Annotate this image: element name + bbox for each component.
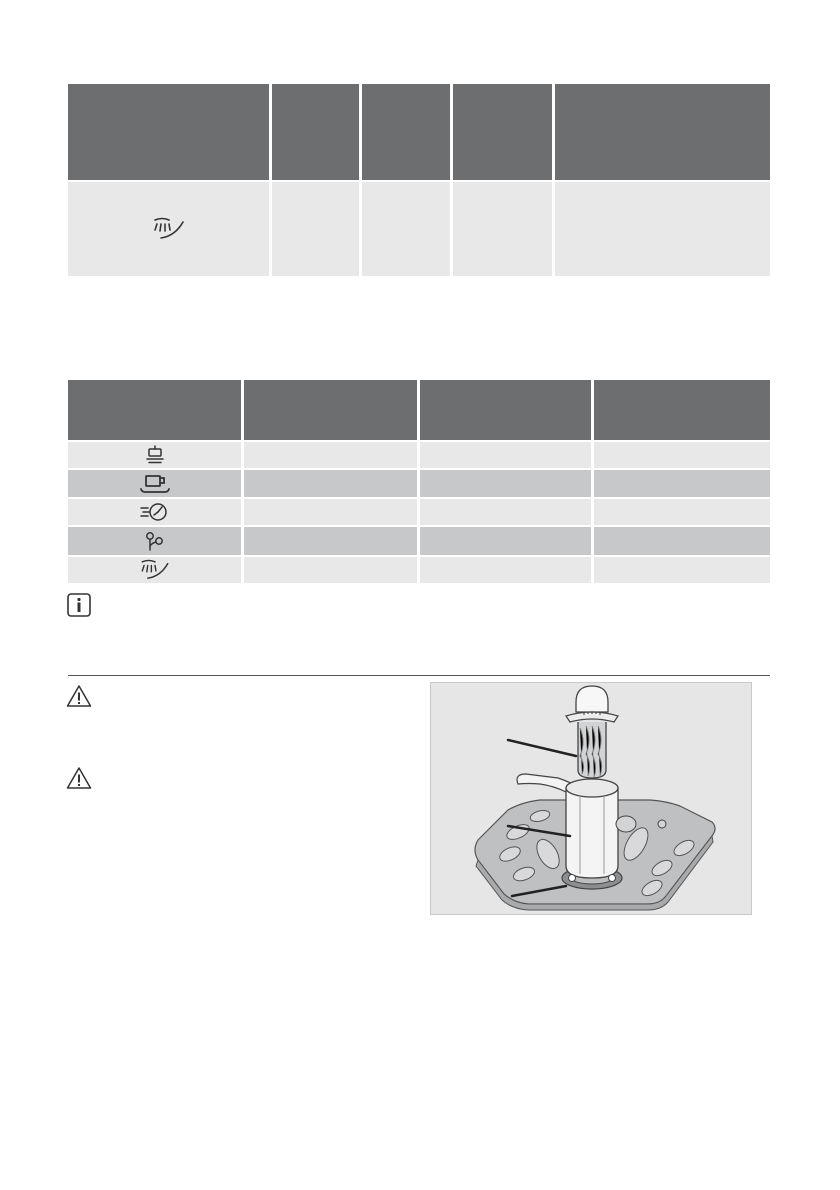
table2-header-cell-1 <box>68 380 241 440</box>
table-row-cell <box>594 499 770 525</box>
table-row-cell <box>420 527 591 555</box>
table-row-cell <box>594 442 770 468</box>
table1-header-cell-3 <box>362 84 450 180</box>
table1-header-cell-2 <box>272 84 359 180</box>
warning-note-1 <box>66 684 92 708</box>
table-row-cell <box>594 557 770 583</box>
table1-row-cell-5 <box>555 182 770 276</box>
warning-icon <box>66 766 92 790</box>
quick-clock-icon <box>138 501 172 523</box>
table-row-icon-cell <box>68 499 241 525</box>
warning-icon <box>66 684 92 708</box>
table-row-cell <box>244 527 417 555</box>
table-row-icon-cell <box>68 527 241 555</box>
table-row-cell <box>420 470 591 497</box>
table-row-cell <box>244 499 417 525</box>
table-row-cell <box>594 470 770 497</box>
table-row-icon-cell <box>68 557 241 583</box>
table1-header-cell-4 <box>453 84 552 180</box>
table-row-cell <box>420 499 591 525</box>
table-row-icon-cell <box>68 470 241 497</box>
info-note <box>67 593 91 617</box>
plate-stack-icon <box>143 444 167 466</box>
table2-header-cell-4 <box>594 380 770 440</box>
table1-row-cell-4 <box>453 182 552 276</box>
table1-row-icon-cell <box>68 182 269 276</box>
table1-row-cell-3 <box>362 182 450 276</box>
table-row-cell <box>420 442 591 468</box>
rinse-shower-icon <box>135 558 175 582</box>
filter-illustration <box>430 682 752 915</box>
table-row-cell <box>244 557 417 583</box>
rinse-shower-icon <box>147 216 191 242</box>
cup-saucer-icon <box>138 473 172 495</box>
table-row-cell <box>594 527 770 555</box>
info-icon <box>67 593 91 617</box>
filter-assembly-illustration <box>430 682 752 915</box>
eco-flower-icon <box>143 529 167 553</box>
table2-header-cell-2 <box>244 380 417 440</box>
table-row-cell <box>420 557 591 583</box>
warning-note-2 <box>66 766 92 790</box>
table-row-cell <box>244 470 417 497</box>
table-row-icon-cell <box>68 442 241 468</box>
table2-header-cell-3 <box>420 380 591 440</box>
section-divider <box>68 675 770 676</box>
table1-row-cell-2 <box>272 182 359 276</box>
table1-header-cell-5 <box>555 84 770 180</box>
table1-header-cell-1 <box>68 84 269 180</box>
table-row-cell <box>244 442 417 468</box>
